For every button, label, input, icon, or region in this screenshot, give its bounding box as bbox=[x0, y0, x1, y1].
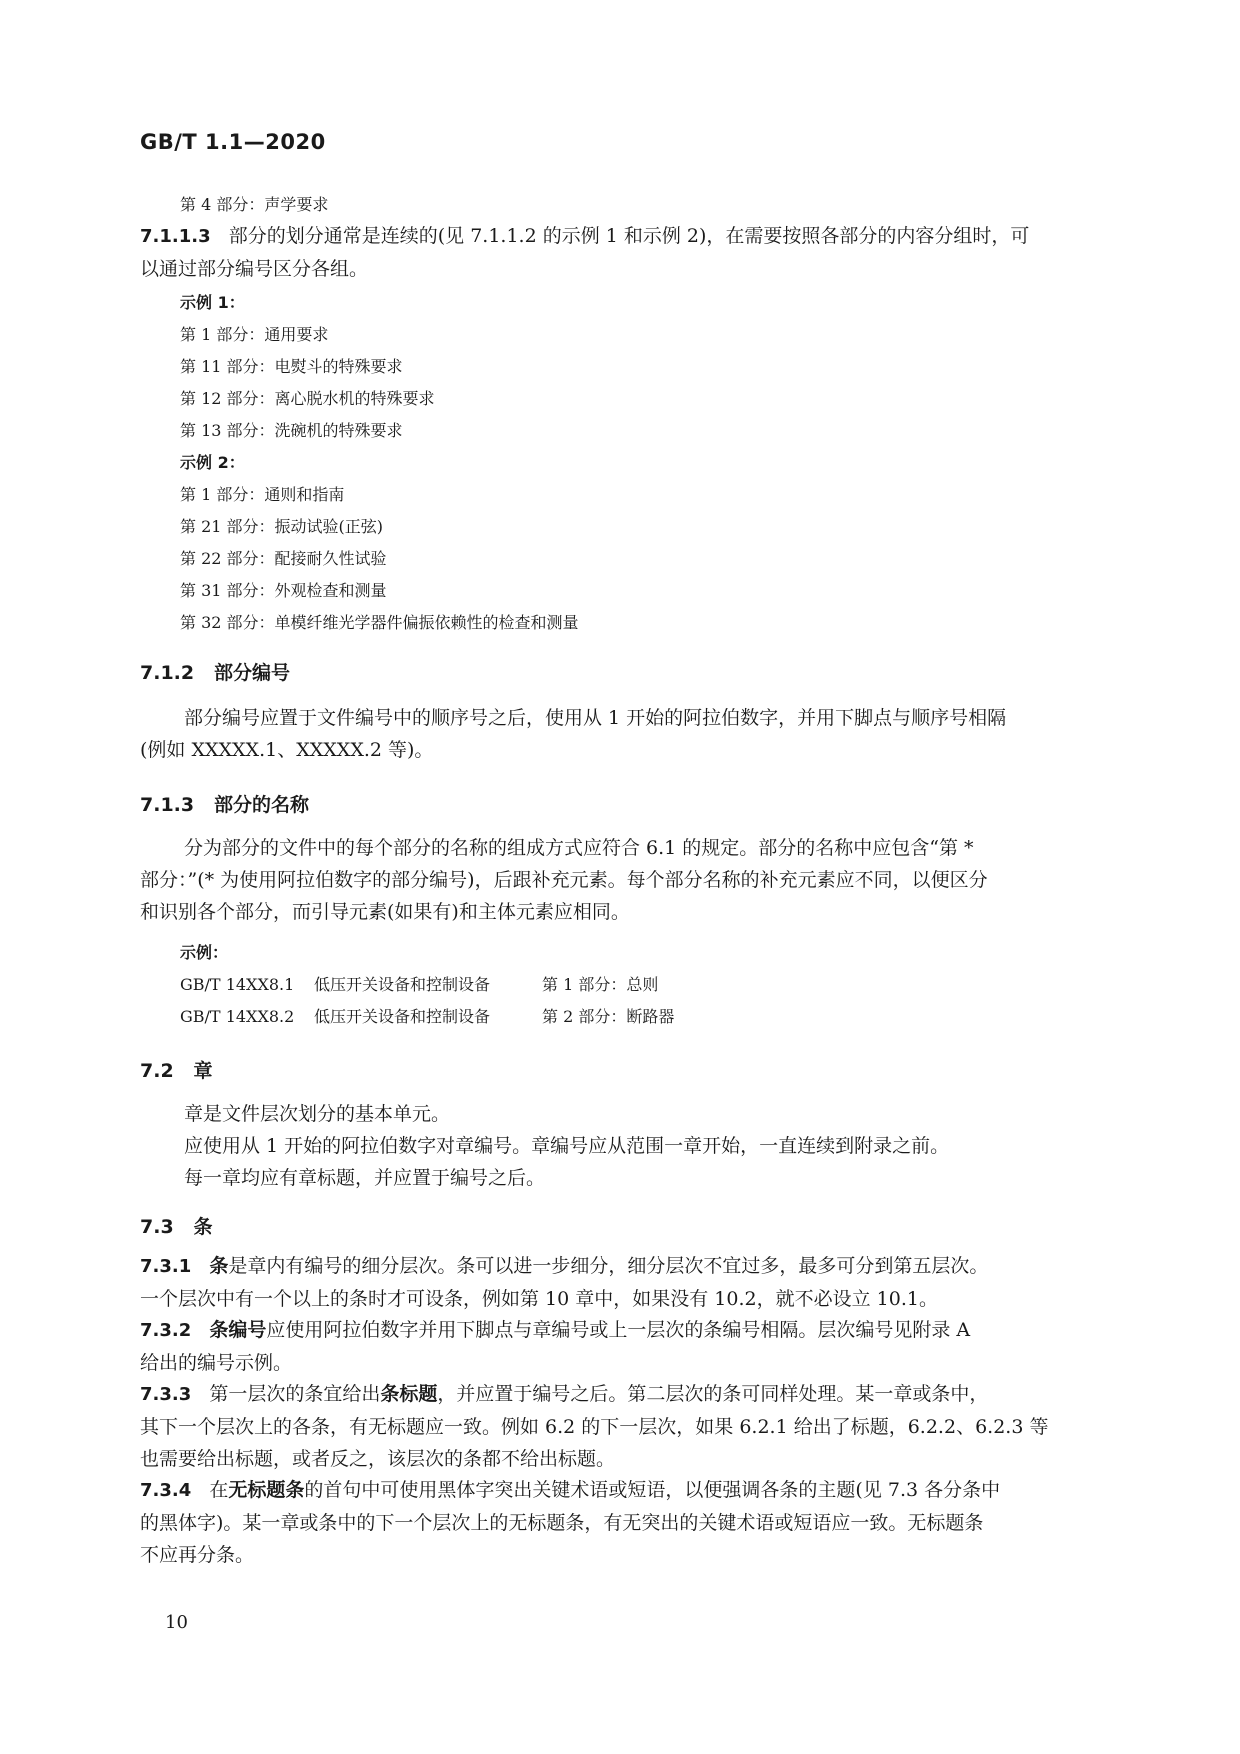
section-number: 7.3 bbox=[140, 1216, 174, 1238]
clause-text: ，并应置于编号之后。第二层次的条可同样处理。某一章或条中， bbox=[437, 1383, 989, 1405]
std-part: 第 1 部分：总则 bbox=[542, 975, 659, 994]
body-line: 章是文件层次划分的基本单元。 bbox=[184, 1103, 451, 1125]
example-item: 第 22 部分：配接耐久性试验 bbox=[180, 549, 387, 568]
section-heading-7-2 bbox=[140, 1056, 213, 1083]
clause-text-line: 不应再分条。 bbox=[140, 1544, 255, 1566]
clause-text-line: 其下一个层次上的各条，有无标题应一致。例如 6.2 的下一层次，如果 6.2.1 给出了标题，6.2.2、6.2.3 等 bbox=[140, 1416, 1049, 1438]
body-line: 每一章均应有章标题，并应置于编号之后。 bbox=[184, 1167, 546, 1189]
clause-text: 的首句中可使用黑体字突出关键术语或短语，以便强调各条的主题(见 7.3 各分条中 bbox=[304, 1479, 1001, 1501]
clause-7-3-1 bbox=[140, 1250, 1100, 1315]
clause-7-3-3 bbox=[140, 1378, 1100, 1475]
section-7-2-body bbox=[140, 1098, 1100, 1194]
example-1-label: 示例 1： bbox=[180, 293, 245, 312]
std-code: GB/T 14XX8.2 bbox=[180, 1007, 295, 1026]
clause-text-line: 给出的编号示例。 bbox=[140, 1352, 293, 1374]
part-4-line: 第 4 部分：声学要求 bbox=[180, 195, 329, 214]
clause-text: 是章内有编号的细分层次。条可以进一步细分，细分层次不宜过多，最多可分到第五层次。 bbox=[228, 1255, 989, 1277]
section-heading-7-3 bbox=[140, 1212, 213, 1239]
document-id: GB/T 1.1—2020 bbox=[140, 130, 326, 154]
example-item: 第 11 部分：电熨斗的特殊要求 bbox=[180, 357, 403, 376]
std-code: GB/T 14XX8.1 bbox=[180, 975, 295, 994]
std-part: 第 2 部分：断路器 bbox=[542, 1007, 675, 1026]
body-line: (例如 XXXXX.1、XXXXX.2 等)。 bbox=[140, 739, 434, 761]
example-row bbox=[180, 972, 658, 995]
key-term: 条 bbox=[209, 1255, 229, 1277]
clause-text: 在 bbox=[209, 1479, 229, 1501]
section-7-1-2-body bbox=[140, 702, 1100, 766]
body-line: 和识别各个部分，而引导元素(如果有)和主体元素应相同。 bbox=[140, 901, 630, 923]
std-title: 低压开关设备和控制设备 bbox=[314, 975, 491, 994]
clause-number: 7.1.1.3 bbox=[140, 226, 211, 247]
clause-text: 第一层次的条宜给出 bbox=[209, 1383, 381, 1405]
clause-text-line: 以通过部分编号区分各组。 bbox=[140, 258, 369, 280]
clause-number: 7.3.1 bbox=[140, 1256, 192, 1277]
section-number: 7.1.3 bbox=[140, 794, 195, 816]
body-line: 分为部分的文件中的每个部分的名称的组成方式应符合 6.1 的规定。部分的名称中应包含“第 * bbox=[184, 837, 974, 859]
page-number: 10 bbox=[165, 1612, 188, 1633]
body-line: 部分：”(* 为使用阿拉伯数字的部分编号)，后跟补充元素。每个部分名称的补充元素应不同，以便区分 bbox=[140, 869, 988, 891]
section-title: 章 bbox=[193, 1060, 213, 1082]
section-title: 部分编号 bbox=[213, 662, 290, 684]
std-title: 低压开关设备和控制设备 bbox=[314, 1007, 491, 1026]
example-item: 第 12 部分：离心脱水机的特殊要求 bbox=[180, 389, 435, 408]
key-term: 条标题 bbox=[380, 1383, 438, 1405]
section-number: 7.1.2 bbox=[140, 662, 195, 684]
section-number: 7.2 bbox=[140, 1060, 174, 1082]
example-item: 第 1 部分：通用要求 bbox=[180, 325, 329, 344]
section-title: 部分的名称 bbox=[213, 794, 309, 816]
clause-text-line: 一个层次中有一个以上的条时才可设条，例如第 10 章中，如果没有 10.2，就不必设立 10.1。 bbox=[140, 1288, 938, 1310]
clause-text-line: 也需要给出标题，或者反之，该层次的条都不给出标题。 bbox=[140, 1448, 616, 1470]
clause-7-3-4 bbox=[140, 1474, 1100, 1571]
example-item: 第 31 部分：外观检查和测量 bbox=[180, 581, 387, 600]
example-row bbox=[180, 1004, 674, 1027]
key-term: 条编号 bbox=[209, 1319, 267, 1341]
key-term: 无标题条 bbox=[228, 1479, 305, 1501]
section-heading-7-1-2 bbox=[140, 658, 290, 685]
example-item: 第 13 部分：洗碗机的特殊要求 bbox=[180, 421, 403, 440]
example-item: 第 32 部分：单模纤维光学器件偏振依赖性的检查和测量 bbox=[180, 613, 579, 632]
clause-7-3-2 bbox=[140, 1314, 1100, 1379]
example-item: 第 21 部分：振动试验(正弦) bbox=[180, 517, 384, 536]
clause-text: 应使用阿拉伯数字并用下脚点与章编号或上一层次的条编号相隔。层次编号见附录 A bbox=[266, 1319, 971, 1341]
section-heading-7-1-3 bbox=[140, 790, 309, 817]
clause-text-line: 的黑体字)。某一章或条中的下一个层次上的无标题条，有无突出的关键术语或短语应一致。无标题条 bbox=[140, 1512, 984, 1534]
clause-number: 7.3.2 bbox=[140, 1320, 192, 1341]
clause-number: 7.3.4 bbox=[140, 1480, 192, 1501]
example-label: 示例： bbox=[180, 943, 229, 962]
body-line: 应使用从 1 开始的阿拉伯数字对章编号。章编号应从范围一章开始，一直连续到附录之前。 bbox=[184, 1135, 950, 1157]
clause-7-1-1-3 bbox=[140, 220, 1100, 285]
section-title: 条 bbox=[193, 1216, 213, 1238]
clause-number: 7.3.3 bbox=[140, 1384, 192, 1405]
example-2-label: 示例 2： bbox=[180, 453, 245, 472]
section-7-1-3-body bbox=[140, 832, 1100, 928]
body-line: 部分编号应置于文件编号中的顺序号之后，使用从 1 开始的阿拉伯数字，并用下脚点与顺序号相隔 bbox=[184, 707, 1007, 729]
clause-text: 部分的划分通常是连续的(见 7.1.1.2 的示例 1 和示例 2)，在需要按照各部分的内容分组时，可 bbox=[228, 225, 1030, 247]
example-item: 第 1 部分：通则和指南 bbox=[180, 485, 345, 504]
